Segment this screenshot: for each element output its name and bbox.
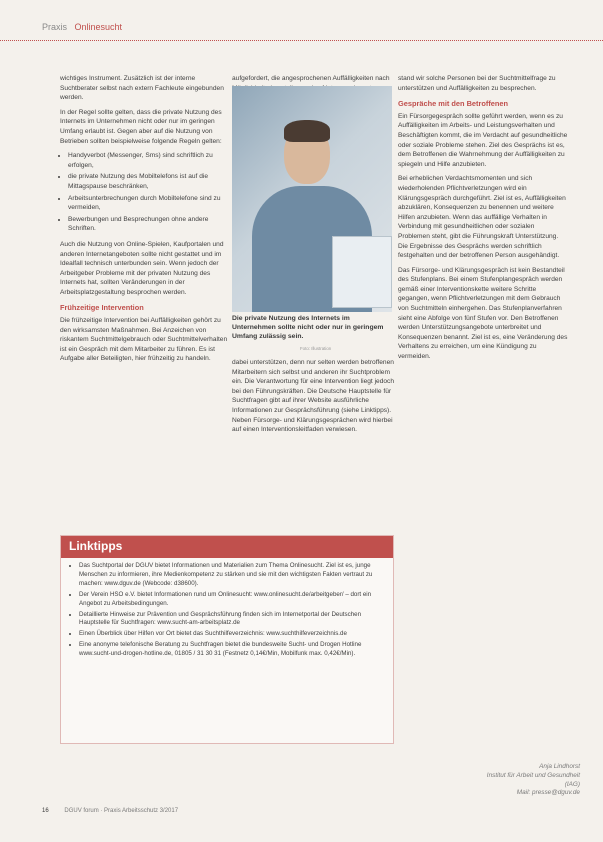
col3-paragraph: Das Fürsorge- und Klärungsgespräch ist kein Bestandteil des Stufenplans. Bei einem Stufenplangespräch werden gemäß einer Interventionskette weitere Schritte gegangen, wenn Pflichtverletzungen mit dem Gebrauch von Suchtmitteln einhergehen. Das Stufenplanverfahren sieht eine Abfolge von fünf Stufen vor. Den Betroffenen werden Unterstützungsangebote unterbreitet und Konsequenzen benannt. Ziel ist es, eine Veränderung des Verhaltens zu erreichen, um eine Kündigung zu vermeiden. — [398, 266, 568, 361]
column-2-bottom — [232, 358, 394, 435]
col3-paragraph: Bei erheblichen Verdachtsmomenten und sich wiederholenden Pflichtverletzungen wird ein Klärungsgespräch durchgeführt. Ziel ist es, Auffälligkeiten abzuklären, Konsequenzen zu benennen und weitere Hilfen anzubieten. Wenn das auffällige Verhalten in Verbindung mit gesundheitlichen oder sozialen Problemen steht, gibt die Führungskraft Unterstützung. Die Ergebnisse des Gesprächs werden schriftlich festgehalten und der betroffenen Person ausgehändigt. — [398, 175, 566, 260]
col3-paragraph: stand wir solche Personen bei der Suchtmittelfrage zu unterstützen und Auffälligkeiten zu besprechen. — [398, 75, 556, 92]
linktipps-title: Linktipps — [61, 536, 393, 558]
page-number: 16 — [42, 808, 49, 814]
column-3 — [398, 74, 568, 367]
photo-credit: Foto: Illustration — [300, 346, 332, 351]
header-section: Praxis — [42, 22, 68, 32]
linktipps-list — [69, 562, 385, 659]
linktipp-item[interactable]: • Eine anonyme telefonische Beratung zu Suchtfragen bietet die bundesweite Sucht- und Drogen Hotline www.sucht-und-drogen-hotline.de, 01805 / 31 30 31 (Festnetz 0,14€/Min, Mobilfunk max. 0,42€/Min). — [79, 641, 385, 659]
linktipp-item[interactable]: • Der Verein HSO e.V. bietet Informationen rund um Onlinesucht: www.onlinesucht.de/arbeitgeber/ – dort ein Angebot zu Arbeitsbedingungen. — [79, 591, 385, 609]
linktipp-item[interactable]: • Das Suchtportal der DGUV bietet Informationen und Materialien zum Thema Onlinesucht. Ziel ist es, junge Menschen zu informieren, ihre Medienkompetenz zu stärken und sie mit den wichtigsten Fakten vertraut zu machen: www.dguv.de (Webcode: d38600). — [79, 562, 385, 589]
article-photo — [232, 86, 392, 312]
author-signature — [470, 763, 580, 798]
photo-monitor — [332, 236, 392, 308]
list-item: • Handyverbot (Messenger, Sms) sind schriftlich zu erfolgen, — [68, 151, 232, 170]
page-footer — [42, 808, 178, 814]
header-topic: Onlinesucht — [74, 22, 123, 32]
col1-bullet-list — [60, 151, 232, 234]
section-heading: Gespräche mit den Betroffenen — [398, 99, 509, 109]
photo-caption: Die private Nutzung des Internets im Unternehmen sollte nicht oder nur in geringem Umfang zulässig sein. — [232, 315, 384, 340]
col1-paragraph: Auch die Nutzung von Online-Spielen, Kaufportalen und anderen Internetangeboten sollte nicht gestattet und im Idealfall technisch unterbunden sein. Wenn jedoch der Arbeitgeber Probleme mit der privaten Nutzung des Internets hat, sollten Veränderungen in der Arbeitsplatzgestaltung besprochen werden. — [60, 240, 224, 296]
col2-paragraph: aufgefordert, die angesprochenen Auffälligkeiten nach — [232, 75, 390, 82]
col1-paragraph: Die frühzeitige Intervention bei Auffälligkeiten gehört zu den wirksamsten Maßnahmen. Bei Anzeichen von riskantem Suchtmittelgebrauch oder Suchtmittelverhalten ist ein Gespräch mit dem Mitarbeiter zu führen. Es ist Aufgabe aller Beteiligten, hier frühzeitig zu handeln. — [60, 317, 228, 363]
header-divider — [0, 40, 603, 41]
col1-paragraph: wichtiges Instrument. Zusätzlich ist der interne Suchtberater selbst nach extern Fachleute eingebunden werden. — [60, 75, 224, 102]
linktipp-item[interactable]: • Einen Überblick über Hilfen vor Ort bietet das Suchthilfeverzeichnis: www.suchthilfeverzeichnis.de — [79, 630, 385, 639]
col1-paragraph: In der Regel sollte gelten, dass die private Nutzung des Internets im Unternehmen nicht oder nur im geringen Umfang erlaubt ist. Gegen aber auf die Nutzung von Betrieben sollten beispielweise folgende Regeln gelten: — [60, 108, 222, 145]
list-item: • Bewerbungen und Besprechungen ohne andere Schriften. — [68, 215, 232, 234]
col2-paragraph: dabei unterstützen, denn nur selten werden betroffenen Mitarbeitern sich selbst und anderen ihr Suchtproblem ein. Die Verantwortung für eine Intervention liegt jedoch bei den Führungskräften. Die Deutsche Hauptstelle für Suchtfragen gibt auf ihrer Website ausführliche Informationen zur Gesprächsführung (siehe Linktipps). Neben Fürsorge- und Klärungsgesprächen wird hierbei auf einen Interventionsleitfaden verwiesen. — [232, 359, 395, 434]
list-item: • die private Nutzung des Mobiltelefons ist auf die Mittagspause beschränken, — [68, 172, 232, 191]
list-item: • Arbeitsunterbrechungen durch Mobiltelefone sind zu vermeiden, — [68, 194, 232, 213]
col3-paragraph: Ein Fürsorgegespräch sollte geführt werden, wenn es zu Auffälligkeiten im Arbeits- und Leistungsverhalten und Beschäftigten kommt, die im Verdacht auf gesundheitliche oder soziale Probleme stehen. Ziel des Gesprächs ist es, dem Betroffenen die Wahrnehmung der Auffälligkeiten zu spiegeln und Hilfe anzubieten. — [398, 112, 568, 168]
column-1 — [60, 74, 232, 369]
photo-person-hair — [284, 120, 330, 142]
page-header — [42, 22, 122, 32]
author-institution: Institut für Arbeit und Gesundheit (IAG) — [486, 771, 580, 788]
author-name: Anja Lindhorst — [539, 763, 580, 770]
publication-name: DGUV forum · Praxis Arbeitsschutz 3/2017 — [64, 808, 179, 814]
linktipp-item[interactable]: • Detaillierte Hinweise zur Prävention und Gesprächsführung finden sich im Internetportal der Deutschen Hauptstelle für Suchtfragen: www.sucht-am-arbeitsplatz.de — [79, 611, 385, 629]
author-contact: Mail: presse@dguv.de — [516, 789, 580, 797]
linktipps-box — [60, 535, 394, 744]
section-heading: Frühzeitige Intervention — [60, 303, 144, 313]
